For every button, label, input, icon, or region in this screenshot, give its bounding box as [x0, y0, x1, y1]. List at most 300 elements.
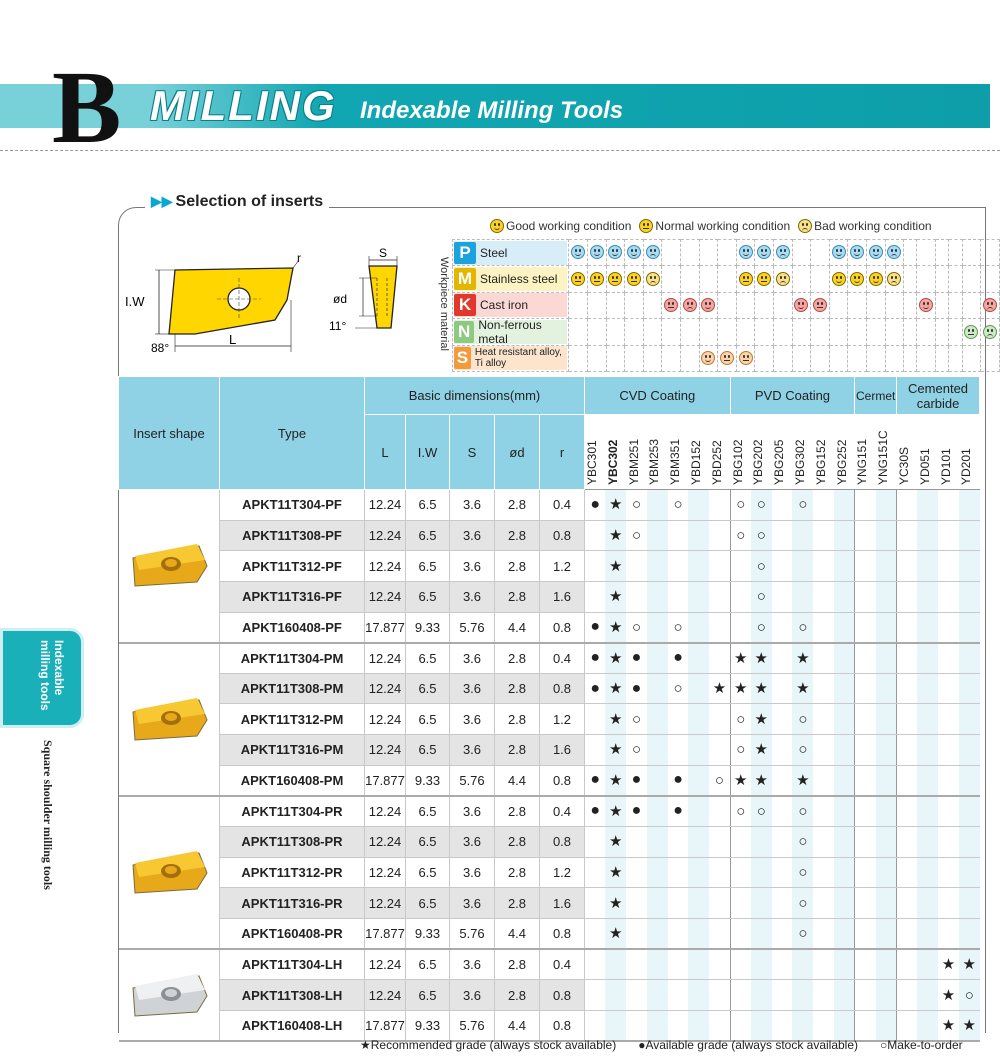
grade-label: YBG302	[792, 439, 807, 485]
grade-cell	[688, 581, 709, 612]
condition-good-icon	[701, 298, 715, 312]
grade-label: YBG252	[834, 439, 849, 485]
dimension-value: 0.4	[540, 949, 585, 980]
workpiece-cell	[936, 292, 949, 318]
dimension-value: 3.6	[450, 888, 495, 919]
condition-norm-icon	[739, 272, 753, 286]
material-name: Steel	[480, 245, 508, 260]
grade-cell	[917, 612, 938, 643]
yellow-insert-image	[127, 536, 211, 592]
grade-cell	[730, 796, 751, 827]
grade-mark: ○	[736, 710, 746, 728]
grade-cell	[688, 643, 709, 674]
grade-cell	[834, 735, 855, 766]
grade-cell	[959, 980, 980, 1011]
grade-cell	[647, 704, 668, 735]
workpiece-cell	[699, 292, 718, 318]
grade-cell	[959, 1010, 980, 1041]
grade-cell	[876, 888, 897, 919]
grade-cell	[585, 551, 606, 582]
dimension-value: 12.24	[365, 827, 406, 858]
condition-norm-icon	[590, 272, 604, 286]
grade-cell	[855, 612, 876, 643]
workpiece-cell	[904, 319, 917, 345]
grade-cell	[917, 490, 938, 521]
grade-label: YBD252	[709, 440, 724, 485]
dimension-header: L	[365, 415, 406, 490]
grade-cell	[855, 551, 876, 582]
coating-group-header: Cemented carbide	[896, 377, 979, 415]
grade-cell	[772, 949, 793, 980]
grade-mark: ★	[608, 588, 623, 606]
dimension-value: 12.24	[365, 551, 406, 582]
dimension-value: 2.8	[495, 520, 540, 551]
grade-cell	[813, 673, 834, 704]
grade-label: YBD152	[688, 440, 703, 485]
grade-cell	[876, 704, 897, 735]
workpiece-cell	[643, 345, 662, 371]
workpiece-cell	[829, 345, 848, 371]
grade-cell	[813, 520, 834, 551]
grade-cell	[709, 857, 730, 888]
coating-group-header: CVD Coating	[585, 377, 731, 415]
grade-cell	[730, 949, 751, 980]
dimension-value: 12.24	[365, 857, 406, 888]
grade-mark: ●	[631, 679, 642, 697]
grade-cell	[938, 918, 959, 949]
grade-cell	[605, 551, 626, 582]
workpiece-cell	[792, 319, 811, 345]
workpiece-cell	[848, 292, 867, 318]
material-name: Heat resistant alloy, Ti alloy	[474, 347, 562, 370]
dimension-value: 2.8	[495, 888, 540, 919]
grade-cell	[668, 581, 689, 612]
grade-cell	[813, 827, 834, 858]
workpiece-cell	[643, 240, 662, 266]
grade-cell	[688, 949, 709, 980]
workpiece-cell	[917, 345, 936, 371]
coating-group-header: PVD Coating	[730, 377, 855, 415]
workpiece-cell	[718, 266, 737, 292]
grade-cell	[751, 765, 772, 796]
grade-cell	[917, 1010, 938, 1041]
grade-cell	[959, 551, 980, 582]
grade-cell	[876, 490, 897, 521]
insert-shape-cell	[119, 643, 220, 796]
grade-cell	[917, 949, 938, 980]
condition-bad-icon	[646, 245, 660, 259]
grade-cell	[792, 857, 813, 888]
grade-mark: ★	[754, 649, 768, 667]
workpiece-cell	[962, 266, 981, 292]
grade-cell	[751, 796, 772, 827]
legend-item: ○Make-to-order	[880, 1038, 963, 1052]
r-label: r	[297, 251, 301, 265]
workpiece-cell	[829, 292, 848, 318]
grade-header	[709, 415, 730, 490]
grade-cell	[730, 551, 751, 582]
grade-cell	[626, 581, 647, 612]
workpiece-cell	[885, 240, 904, 266]
side-tab-label: Indexable milling tools	[38, 640, 66, 711]
grade-cell	[813, 551, 834, 582]
dimension-value: 0.4	[540, 490, 585, 521]
grade-cell	[647, 581, 668, 612]
grade-label: YD201	[959, 448, 974, 485]
banner-letter: B	[52, 50, 122, 165]
grade-cell	[751, 857, 772, 888]
grade-cell	[792, 980, 813, 1011]
material-box	[454, 293, 567, 317]
grade-cell	[834, 1010, 855, 1041]
grade-header	[792, 415, 813, 490]
grade-cell	[792, 643, 813, 674]
dimension-value: 2.8	[495, 827, 540, 858]
dimension-value: 3.6	[450, 581, 495, 612]
grade-cell	[647, 643, 668, 674]
workpiece-cell	[936, 266, 949, 292]
dimension-value: 5.76	[450, 765, 495, 796]
dimension-value: 3.6	[450, 551, 495, 582]
table-row	[119, 888, 980, 919]
grade-cell	[813, 581, 834, 612]
dimension-value: 4.4	[495, 918, 540, 949]
grade-cell	[605, 490, 626, 521]
grade-cell	[688, 520, 709, 551]
workpiece-cell	[588, 319, 607, 345]
condition-legend	[490, 219, 932, 233]
grade-label: YBG102	[730, 439, 745, 485]
grade-cell	[730, 704, 751, 735]
grade-cell	[959, 490, 980, 521]
side-caption: Square shoulder milling tools	[41, 740, 55, 890]
grade-cell	[605, 735, 626, 766]
grade-cell	[834, 765, 855, 796]
dimension-value: 9.33	[406, 1010, 450, 1041]
workpiece-grid	[452, 239, 1000, 372]
grade-mark: ○	[631, 496, 642, 514]
table-row	[119, 612, 980, 643]
grade-cell	[813, 612, 834, 643]
workpiece-cell	[962, 292, 981, 318]
table-row	[119, 765, 980, 796]
grade-cell	[751, 520, 772, 551]
grade-mark: ★	[962, 1016, 976, 1034]
grade-cell	[959, 612, 980, 643]
grade-cell	[751, 1010, 772, 1041]
workpiece-cell	[569, 240, 588, 266]
insert-type: APKT11T312-PM	[220, 704, 365, 735]
workpiece-cell	[949, 345, 962, 371]
grade-mark: ★	[754, 741, 768, 759]
grade-cell	[772, 827, 793, 858]
s-label: S	[379, 248, 388, 260]
grade-cell	[772, 490, 793, 521]
grade-mark: ●	[590, 649, 600, 667]
grade-cell	[959, 796, 980, 827]
table-row	[119, 490, 980, 521]
dimension-value: 0.8	[540, 918, 585, 949]
condition-bad-icon	[646, 272, 660, 286]
insert-shape-cell	[119, 796, 220, 949]
grade-cell	[917, 735, 938, 766]
dimension-value: 3.6	[450, 857, 495, 888]
workpiece-cell	[792, 345, 811, 371]
grade-mark: ★	[608, 680, 623, 698]
grade-cell	[688, 918, 709, 949]
grade-cell	[792, 796, 813, 827]
workpiece-cell	[848, 266, 867, 292]
grade-label: YNG151C	[876, 430, 891, 485]
grade-mark: ★	[962, 956, 976, 974]
grade-cell	[917, 827, 938, 858]
grade-cell	[876, 673, 897, 704]
workpiece-cell	[936, 319, 949, 345]
workpiece-cell	[917, 266, 936, 292]
grade-cell	[647, 857, 668, 888]
insert-type: APKT160408-PR	[220, 918, 365, 949]
dimension-value: 0.8	[540, 673, 585, 704]
grade-cell	[896, 612, 917, 643]
grade-cell	[585, 980, 606, 1011]
grade-cell	[855, 980, 876, 1011]
grade-cell	[959, 949, 980, 980]
dimension-header: r	[540, 415, 585, 490]
dimension-value: 2.8	[495, 796, 540, 827]
grade-cell	[647, 918, 668, 949]
workpiece-cell	[866, 319, 885, 345]
dimension-value: 6.5	[406, 551, 450, 582]
grade-header	[938, 415, 959, 490]
grade-cell	[751, 490, 772, 521]
grade-mark: ○	[756, 802, 766, 820]
grade-cell	[626, 704, 647, 735]
grade-cell	[626, 918, 647, 949]
grade-cell	[668, 918, 689, 949]
grade-cell	[855, 643, 876, 674]
workpiece-cell	[773, 240, 792, 266]
grade-cell	[688, 1010, 709, 1041]
dimension-value: 2.8	[495, 673, 540, 704]
table-row	[119, 735, 980, 766]
workpiece-cell	[904, 240, 917, 266]
insert-type: APKT11T312-PF	[220, 551, 365, 582]
grade-cell	[585, 949, 606, 980]
workpiece-cell	[625, 319, 644, 345]
grade-cell	[792, 735, 813, 766]
workpiece-row	[453, 266, 1000, 292]
workpiece-cell	[904, 345, 917, 371]
grade-cell	[896, 980, 917, 1011]
grade-label: YBM253	[647, 438, 662, 485]
workpiece-cell	[829, 266, 848, 292]
grade-cell	[876, 735, 897, 766]
workpiece-cell	[949, 319, 962, 345]
grade-cell	[605, 704, 626, 735]
condition-norm-icon	[608, 272, 622, 286]
grade-mark: ○	[673, 496, 683, 514]
workpiece-cell	[811, 319, 830, 345]
table-row	[119, 643, 980, 674]
dimension-value: 3.6	[450, 735, 495, 766]
grade-cell	[813, 704, 834, 735]
condition-norm-icon	[964, 325, 978, 339]
grade-label: YBC301	[585, 440, 599, 485]
grade-cell	[896, 857, 917, 888]
grade-cell	[855, 735, 876, 766]
condition-good-icon	[627, 245, 641, 259]
workpiece-cell	[699, 345, 718, 371]
grade-cell	[876, 643, 897, 674]
grade-mark: ○	[798, 925, 808, 943]
workpiece-row	[453, 345, 1000, 371]
grade-cell	[896, 1010, 917, 1041]
workpiece-cell	[917, 292, 936, 318]
workpiece-cell	[962, 345, 981, 371]
workpiece-cell	[949, 240, 962, 266]
dimension-value: 0.4	[540, 643, 585, 674]
dimension-value: 4.4	[495, 612, 540, 643]
grade-cell	[959, 765, 980, 796]
grade-label: YD051	[917, 448, 932, 485]
grade-mark: ○	[756, 588, 766, 606]
grade-cell	[730, 827, 751, 858]
grade-header	[585, 415, 606, 490]
grade-cell	[730, 612, 751, 643]
dimension-value: 3.6	[450, 490, 495, 521]
material-box	[454, 267, 567, 291]
dimension-value: 12.24	[365, 704, 406, 735]
grade-cell	[772, 520, 793, 551]
table-row	[119, 949, 980, 980]
table-row	[119, 581, 980, 612]
grade-cell	[834, 704, 855, 735]
grade-mark: ○	[798, 741, 808, 759]
banner-category: MILLING	[150, 82, 337, 129]
condition-norm-icon	[739, 351, 753, 365]
grade-mark: ●	[673, 649, 683, 667]
grade-cell	[585, 643, 606, 674]
material-box	[454, 317, 567, 346]
grade-cell	[688, 796, 709, 827]
grade-cell	[876, 612, 897, 643]
grade-cell	[959, 643, 980, 674]
grade-label: YNG151	[855, 438, 870, 485]
grade-cell	[792, 888, 813, 919]
grade-cell	[647, 612, 668, 643]
grade-mark: ○	[736, 496, 746, 514]
grade-cell	[896, 673, 917, 704]
workpiece-row	[453, 319, 1000, 345]
grade-header	[688, 415, 709, 490]
workpiece-cell	[885, 345, 904, 371]
insert-shape-header: Insert shape	[119, 377, 220, 490]
grade-cell	[917, 551, 938, 582]
insert-type: APKT11T316-PR	[220, 888, 365, 919]
grade-cell	[896, 490, 917, 521]
grade-cell	[668, 949, 689, 980]
grade-cell	[938, 490, 959, 521]
grade-cell	[709, 1010, 730, 1041]
grade-cell	[751, 551, 772, 582]
dimension-value: 6.5	[406, 704, 450, 735]
dimension-value: 3.6	[450, 520, 495, 551]
workpiece-cell	[662, 240, 681, 266]
dimension-value: 1.2	[540, 857, 585, 888]
grade-cell	[938, 581, 959, 612]
condition-good-icon	[919, 298, 933, 312]
dimension-value: 1.6	[540, 581, 585, 612]
grade-mark: ●	[590, 618, 600, 636]
grade-cell	[626, 643, 647, 674]
dimension-value: 6.5	[406, 643, 450, 674]
workpiece-cell	[569, 292, 588, 318]
grade-cell	[834, 581, 855, 612]
grade-cell	[792, 918, 813, 949]
workpiece-cell	[866, 292, 885, 318]
l-label: L	[229, 332, 237, 347]
grade-cell	[834, 796, 855, 827]
grade-cell	[668, 796, 689, 827]
grade-cell	[668, 980, 689, 1011]
dimension-value: 4.4	[495, 1010, 540, 1041]
dimension-value: 5.76	[450, 612, 495, 643]
workpiece-cell	[904, 292, 917, 318]
dimension-value: 1.2	[540, 704, 585, 735]
grade-mark: ★	[608, 618, 623, 636]
section-title: ▶▶ Selection of inserts	[145, 193, 329, 211]
workpiece-cell	[680, 345, 699, 371]
grade-cell	[688, 827, 709, 858]
insert-type: APKT11T312-PR	[220, 857, 365, 888]
workpiece-cell	[829, 319, 848, 345]
workpiece-cell	[792, 292, 811, 318]
material-letter: N	[454, 321, 474, 343]
grade-mark: ★	[941, 956, 956, 974]
workpiece-cell	[773, 319, 792, 345]
grade-cell	[668, 520, 689, 551]
workpiece-cell	[625, 292, 644, 318]
grade-mark: ★	[608, 771, 623, 789]
grade-cell	[709, 918, 730, 949]
workpiece-cell	[736, 345, 755, 371]
grade-mark: ○	[631, 710, 642, 728]
grade-cell	[855, 857, 876, 888]
grade-cell	[709, 949, 730, 980]
grade-cell	[876, 857, 897, 888]
grade-cell	[834, 980, 855, 1011]
grade-cell	[792, 581, 813, 612]
condition-bad-icon	[887, 272, 901, 286]
workpiece-cell	[981, 319, 1000, 345]
grade-cell	[605, 918, 626, 949]
grade-cell	[896, 796, 917, 827]
grade-cell	[896, 735, 917, 766]
grade-cell	[834, 551, 855, 582]
grade-cell	[792, 1010, 813, 1041]
grade-mark: ●	[673, 771, 683, 789]
grade-label: YBG202	[751, 439, 766, 485]
dimension-value: 17.877	[365, 1010, 406, 1041]
grade-cell	[896, 704, 917, 735]
dimension-value: 3.6	[450, 643, 495, 674]
grade-cell	[896, 949, 917, 980]
grade-cell	[709, 980, 730, 1011]
grade-cell	[585, 581, 606, 612]
dimension-value: 6.5	[406, 827, 450, 858]
grade-cell	[792, 673, 813, 704]
grade-cell	[605, 643, 626, 674]
